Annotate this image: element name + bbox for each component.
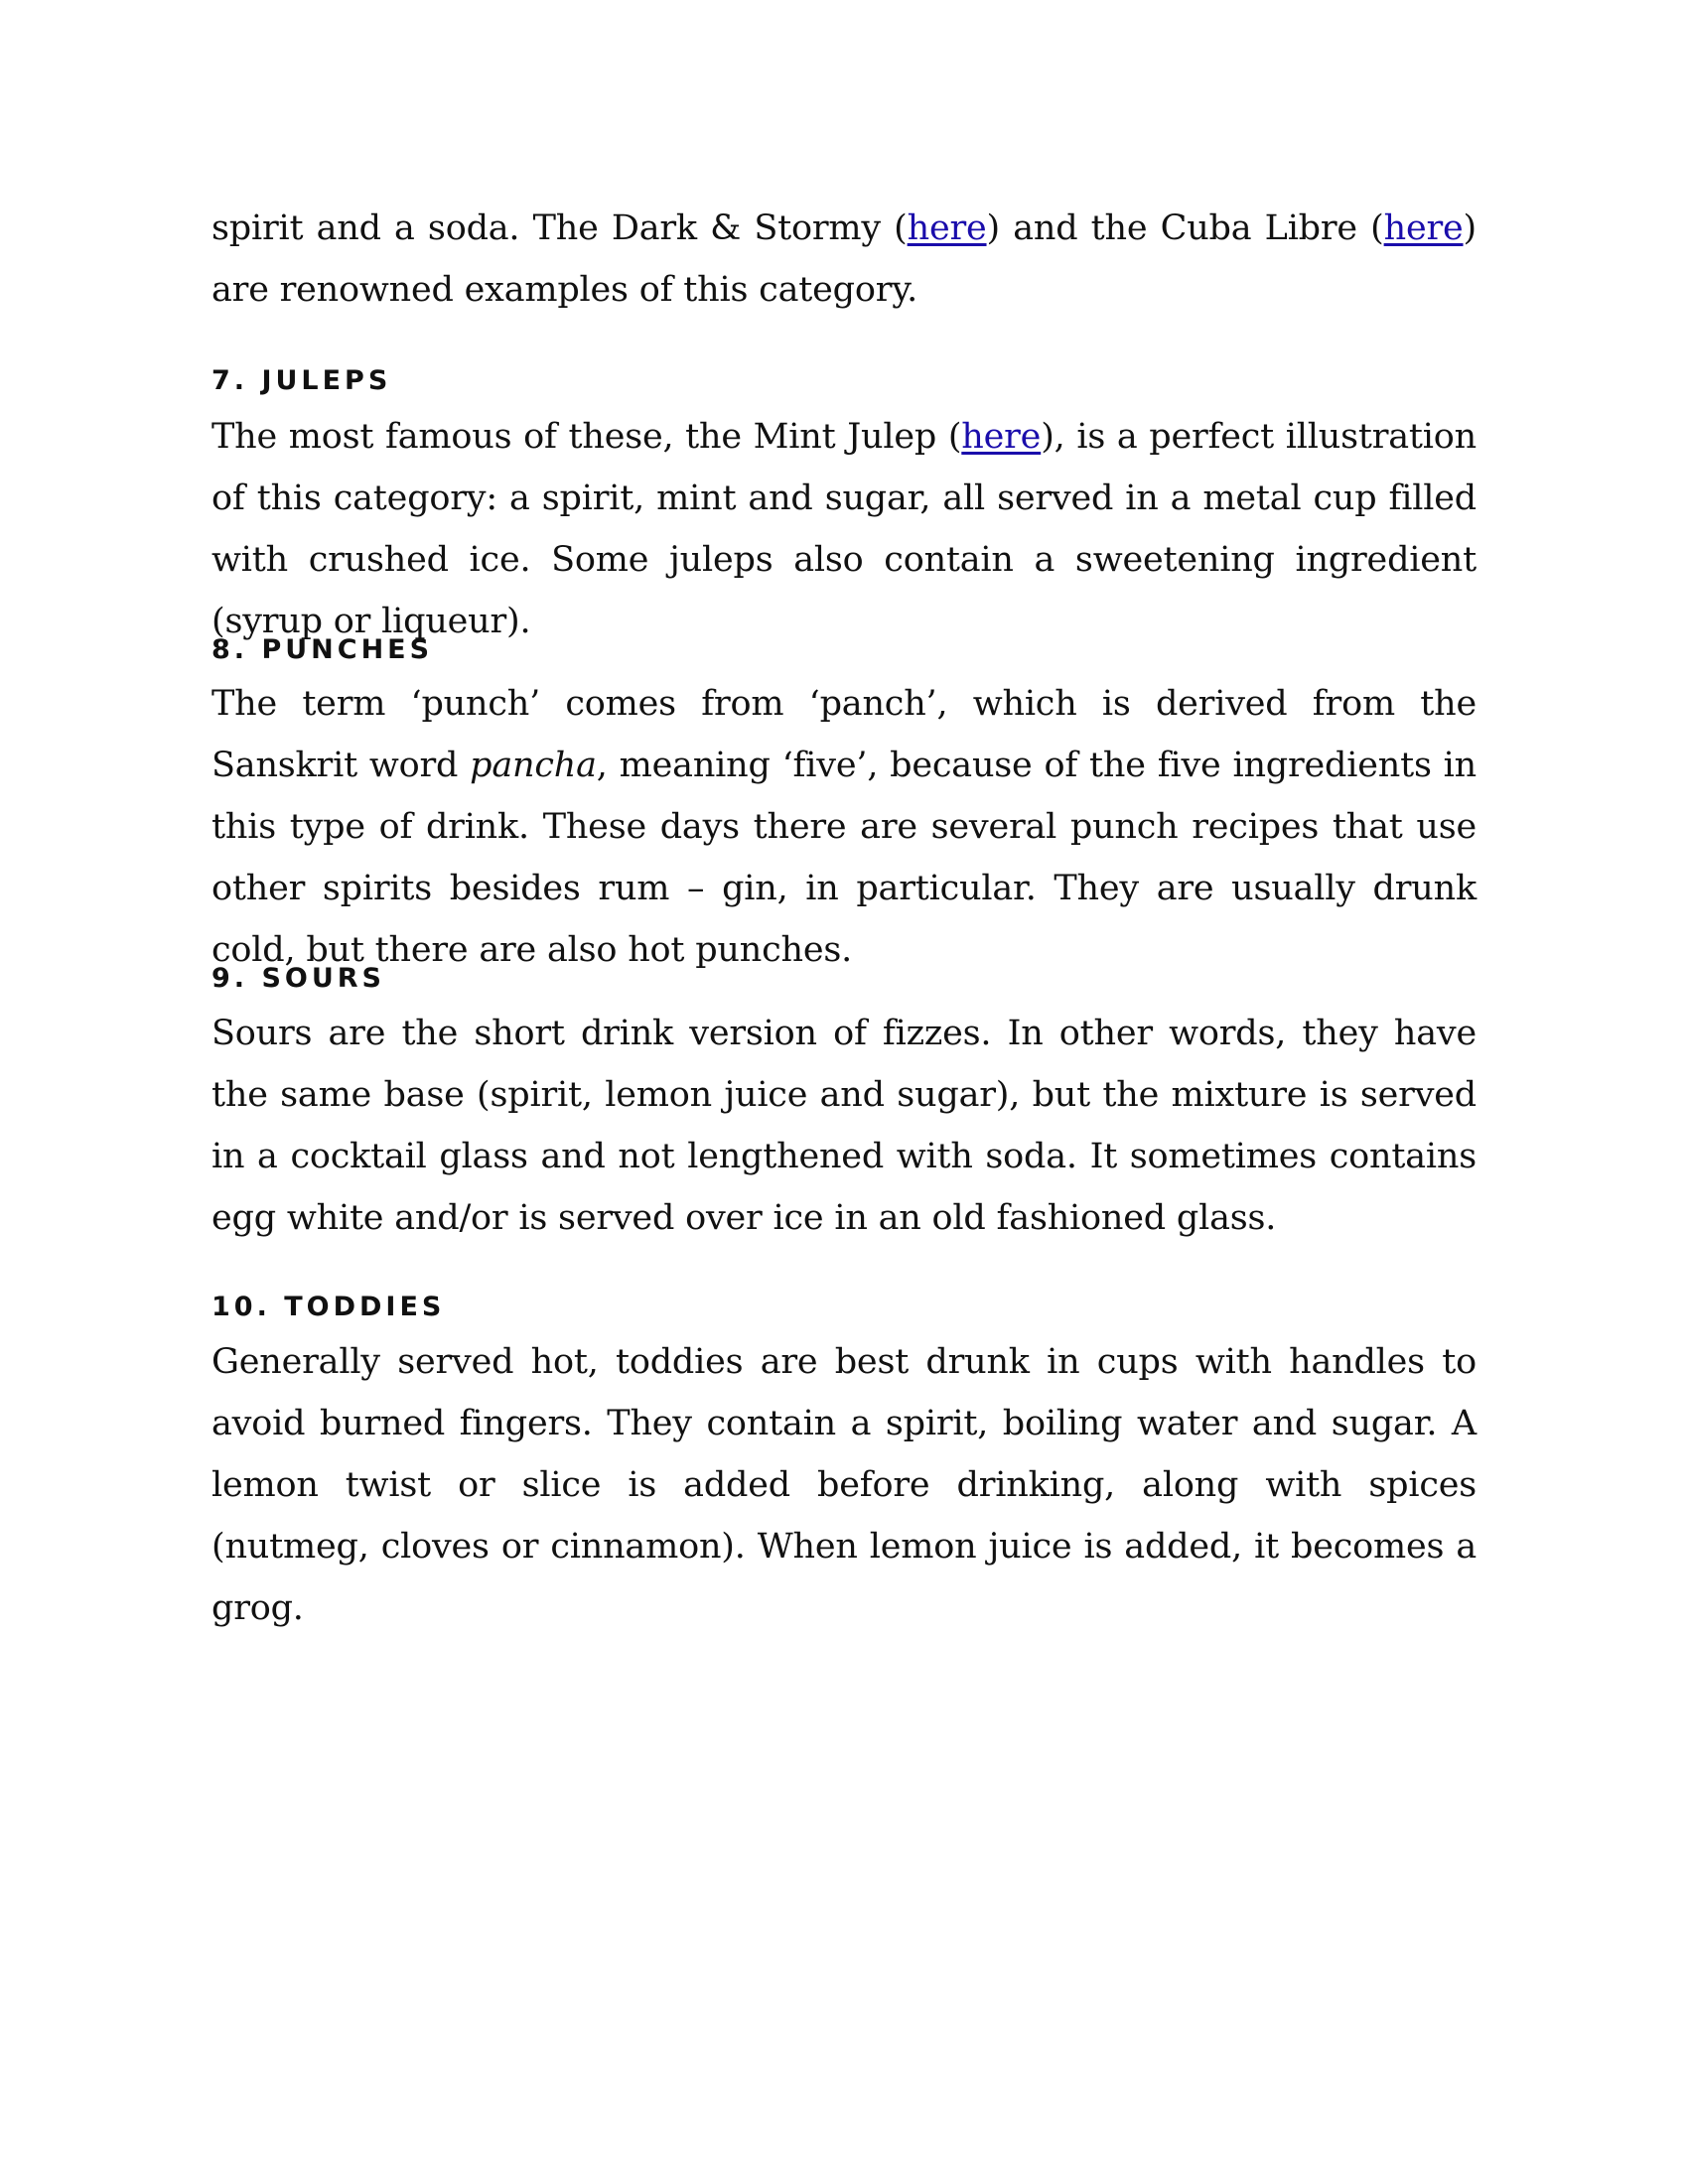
juleps-heading: 7. JULEPS [211, 365, 392, 396]
pancha-term: pancha [470, 746, 597, 785]
juleps-text-2: ), is a perfect illustration of this category: a spirit, mint and sugar, all served in a metal cup filled with crushed ice. Some juleps also contain a sweetening ingredient (syrup or liqueur). [211, 417, 1477, 641]
juleps-text-1: The most famous of these, the Mint Julep ( [211, 417, 962, 457]
punches-paragraph [211, 673, 1477, 981]
sours-heading: 9. SOURS [211, 963, 386, 994]
punches-text-2: , meaning ‘five’, because of the five ingredients in this type of drink. These days there are several punch recipes that use other spirits besides rum – gin, in particular. They are usually drunk cold, but there are also hot punches. [211, 746, 1477, 970]
juleps-paragraph [211, 406, 1477, 652]
punches-text-1: The term ‘punch’ comes from ‘panch’, which is derived from the Sanskrit word [211, 684, 1477, 785]
intro-text-2: ) and the Cuba Libre ( [986, 208, 1384, 248]
sours-paragraph: Sours are the short drink version of fizzes. In other words, they have the same base (spirit, lemon juice and sugar), but the mixture is served in a cocktail glass and not lengthened with soda. It sometimes contains egg white and/or is served over ice in an old fashioned glass. [211, 1014, 1477, 1238]
toddies-heading: 10. TODDIES [211, 1292, 446, 1322]
dark-and-stormy-link[interactable]: here [907, 208, 987, 248]
intro-text-1: spirit and a soda. The Dark & Stormy ( [211, 208, 908, 248]
intro-text-3: ) are renowned examples of this category. [211, 208, 1477, 310]
cuba-libre-link[interactable]: here [1383, 208, 1464, 248]
toddies-paragraph: Generally served hot, toddies are best drunk in cups with handles to avoid burned fingers. They contain a spirit, boiling water and sugar. A lemon twist or slice is added before drinking, along with spices (nutmeg, cloves or cinnamon). When lemon juice is added, it becomes a grog. [211, 1342, 1477, 1628]
mint-julep-link[interactable]: here [961, 417, 1042, 457]
punches-heading: 8. PUNCHES [211, 634, 434, 665]
intro-paragraph [211, 198, 1477, 321]
